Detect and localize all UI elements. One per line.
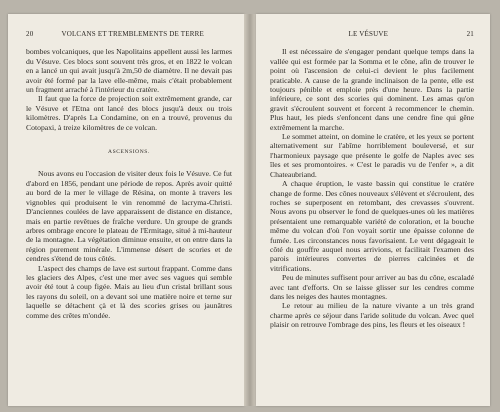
left-page	[8, 14, 244, 406]
page-number: 20	[26, 30, 34, 38]
paragraph: A chaque éruption, le vaste bassin qui constitue le cratère change de forme. Des cônes nouveaux s'élèvent et s'écroulent, des roches se superposent en retombant, des crevasses s'ouvrent. Nous avons pu observer le fond de quelques-unes où les matières présentaient une remarquable variété de coloration, et la bouche même du volcan d'où l'on voyait sortir une épaisse colonne de fumée. Les circonstances nous favorisaient. Le vent dégageait le côté du gouffre auquel nous arrivions, et facilitait l'examen des parois intérieures convertes de pierres calcinées et de vitrifications.	[270, 179, 474, 273]
paragraph: Nous avons eu l'occasion de visiter deux fois le Vésuve. Ce fut d'abord en 1856, pendant une période de repos. Après avoir quitté au bord de la mer le village de Résina, on monte à travers les vignobles qui produisent le vin renommé de lacryma-Christi. D'anciennes coulées de lave apparaissent de distance en distance, mais en partie revêtues de fraîche verdure. Un groupe de grands arbres ombrage encore le plateau de l'Ermitage, situé à mi-hauteur de la montagne. La végétation diminue ensuite, et on entre dans la région purement minérale. L'immense désert de scories et de cendres s'étend de tous côtés.	[26, 169, 232, 264]
page-number: 21	[466, 30, 474, 38]
right-page-content	[270, 30, 474, 396]
paragraph: L'aspect des champs de lave est surtout frappant. Comme dans les glaciers des Alpes, c'est une mer avec ses vagues qui semble avoir été tout à coup figée. Mais au lieu d'un cristal brillant sous les rayons du soleil, on a devant soi une matière noire et terne sur laquelle se détachent çà et là des scories grises ou jaunâtres comme des crêtes m'ondée.	[26, 263, 232, 320]
running-head: VOLCANS ET TREMBLEMENTS DE TERRE	[61, 30, 204, 38]
section-title: ASCENSIONS.	[108, 149, 150, 156]
paragraph: Il est nécessaire de s'engager pendant quelque temps dans la vallée qui est formée par la Somma et le cône, afin de trouver le point où l'ascension de celui-ci devient le plus facilement praticable. A cause de la grande inclinaison de la pente, elle est toujours pénible et emploie près d'une heure. Dans la partie inférieure, ce sont des scories qui dominent. Les amas qu'on gravit s'écroulent souvent et forcent à recommencer le chemin. Plus haut, les pieds s'enfoncent dans une cendre fine qui gêne extrêmement la marche.	[270, 47, 474, 132]
book-gutter	[244, 14, 256, 406]
left-page-content	[26, 30, 232, 396]
paragraph: bombes volcaniques, que les Napolitains appellent aussi les larmes du Vésuve. Ces blocs sont souvent très gros, et en 1822 le volcan en a lancé un qui avait jusqu'à 2m,50 de diamètre. Il ne devait pas avoir été formé par la lave elle-même, mais c'était probablement un fragment arraché à l'intérieur du cratère.	[26, 47, 232, 95]
paragraph: Peu de minutes suffisent pour arriver au bas du cône, escaladé avec tant d'efforts. On se laisse glisser sur les cendres comme dans les neiges des hautes montagnes.	[270, 273, 474, 301]
paragraph: Le sommet atteint, on domine le cratère, et les yeux se portent alternativement sur l'abîme horriblement bouleversé, et sur l'harmonieux paysage que présente le golfe de Naples avec ses îles et ses promontoires. « C'est le paradis vu de l'enfer », a dit Chateaubriand.	[270, 132, 474, 179]
right-page	[256, 14, 490, 406]
paragraph: Il faut que la force de projection soit extrêmement grande, car le Vésuve et l'Etna ont lancé des blocs jusqu'à deux ou trois kilomètres. D'après La Condamine, on en a trouvé, provenus du Cotopaxi, à treize kilomètres de ce volcan.	[26, 94, 232, 132]
paragraph: Le retour au milieu de la nature vivante a un très grand charme après ce séjour dans l'aride solitude du volcan. Avec quel plaisir on retrouve l'ombrage des pins, les fleurs et les oiseaux !	[270, 301, 474, 330]
running-head: LE VÉSUVE	[348, 30, 389, 38]
left-page-header	[26, 30, 232, 39]
right-page-header	[270, 30, 474, 39]
